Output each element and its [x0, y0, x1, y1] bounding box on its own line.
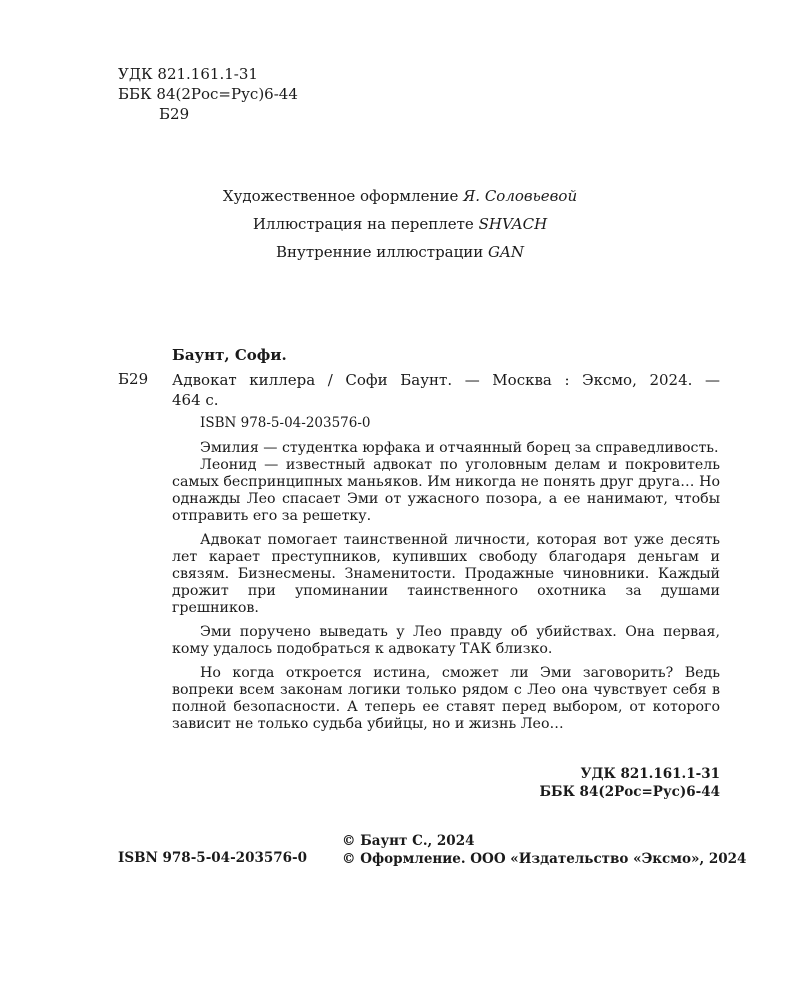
credits-block — [0, 182, 800, 266]
bbk-code-bottom: ББК 84(2Рос=Рус)6-44 — [539, 784, 720, 800]
copyright-author: © Баунт С., 2024 — [342, 833, 475, 849]
annotation-paragraph: Леонид — известный адвокат по уголовным делам и покровитель самых беспринципных маньяков. Им никогда не понять друг друга… Но однажды Лео спасает Эми от ужасного позора, а ее нанимают, чтобы отправить его за решетку. — [172, 457, 720, 524]
annotation-paragraph: Но когда откроется истина, сможет ли Эми заговорить? Ведь вопреки всем законам логики только рядом с Лео она чувствует себя в полной безопасности. А теперь ее ставят перед выбором, от которого зависит не только судьба убийцы, но и жизнь Лео… — [172, 665, 720, 732]
udk-code: УДК 821.161.1-31 — [118, 65, 258, 83]
annotation-paragraph: Эми поручено выведать у Лео правду об убийствах. Она первая, кому удалось подобраться к адвокату ТАК близко. — [172, 624, 720, 657]
copyright-block — [342, 832, 746, 868]
credit-design-name: Я. Соловьевой — [463, 187, 578, 205]
bibliographic-description — [172, 370, 720, 410]
credit-cover-name: SHVACH — [478, 215, 548, 233]
isbn-line: ISBN 978-5-04-203576-0 — [200, 415, 371, 431]
annotation-paragraph: Адвокат помогает таинственной личности, которая вот уже десять лет карает преступников, купивших свободу благодаря деньгам и связям. Бизнесмены. Знаменитости. Продажные чиновники. Каждый дрожит при упоминании таинственного охотника за душами грешников. — [172, 532, 720, 616]
copyright-design: © Оформление. ООО «Издательство «Эксмо», 2024 — [342, 851, 747, 867]
credit-inner: Внутренние иллюстрации GAN — [276, 243, 524, 261]
annotation-paragraph: Эмилия — студентка юрфака и отчаянный борец за справедливость. — [200, 440, 719, 456]
author-heading: Баунт, Софи. — [172, 346, 287, 364]
bibliography-code: Б29 — [118, 370, 149, 388]
udk-code-bottom: УДК 821.161.1-31 — [580, 766, 720, 782]
bibliography-line-1: Адвокат киллера / Софи Баунт. — Москва : Эксмо, 2024. — — [172, 371, 720, 389]
classification-block-top — [118, 64, 298, 124]
bibliography-line-2: 464 с. — [172, 391, 219, 409]
isbn-bottom: ISBN 978-5-04-203576-0 — [118, 850, 308, 866]
credit-inner-name: GAN — [488, 243, 524, 261]
credit-cover: Иллюстрация на переплете SHVACH — [252, 215, 548, 233]
author-sign: Б29 — [159, 105, 190, 123]
credit-design: Художественное оформление Я. Соловьевой — [222, 187, 578, 205]
bbk-code: ББК 84(2Рос=Рус)6-44 — [118, 85, 298, 103]
classification-block-bottom — [540, 765, 721, 801]
annotation — [172, 440, 720, 740]
